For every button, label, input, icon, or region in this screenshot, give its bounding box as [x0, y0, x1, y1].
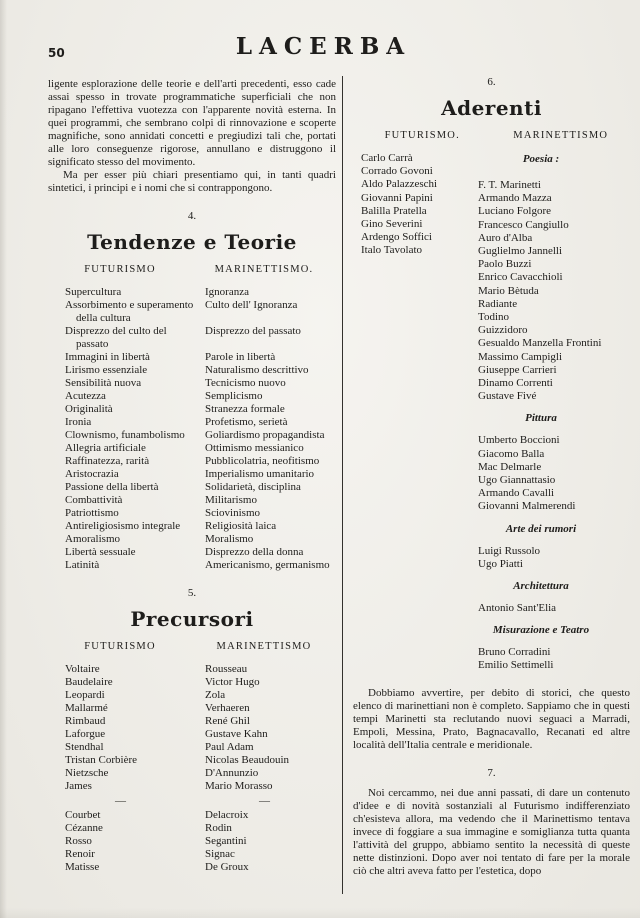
group-names: [478, 646, 630, 672]
adherent-name: Enrico Cavacchioli: [478, 271, 563, 284]
comparison-row: [48, 663, 336, 676]
comparison-row: [48, 520, 336, 533]
futurismo-cell: Cézanne: [65, 822, 103, 834]
comparison-row: [48, 754, 336, 767]
group-separator: [48, 793, 336, 809]
comparison-row: [48, 494, 336, 507]
marinettismo-cell: Tecnicismo nuovo: [205, 377, 286, 389]
note-paragraph: Dobbiamo avvertire, per debito di storici, che questo elenco di marinettiani non è completo. Sappiamo che in questi tempi Marinetti sta reclutando nuovi seguaci a Marradi, Empoli, Messina, Prato, Bagnacavallo, Recanati ed altre località dell'Italia centrale e meridionale.: [353, 686, 630, 751]
comparison-row: [48, 481, 336, 494]
section-aderenti: [353, 76, 630, 673]
adherent-name: Luciano Folgore: [478, 205, 552, 218]
comparison-row: [48, 728, 336, 741]
futurismo-cell: Matisse: [65, 861, 100, 873]
column-header-futurismo: FUTURISMO: [84, 641, 156, 652]
marinettismo-cell: Pubblicolatria, neofitismo: [205, 455, 320, 467]
marinettismo-cell: Mario Morasso: [205, 780, 273, 792]
futurismo-cell: Raffinatezza, rarità: [65, 455, 150, 467]
marinettismo-cell: Gustave Kahn: [205, 728, 268, 740]
adherent-name: Corrado Govoni: [361, 165, 433, 178]
column-header-futurismo: FUTURISMO: [84, 264, 156, 275]
section-number: 6.: [487, 76, 496, 88]
adherent-name: Massimo Campigli: [478, 350, 563, 363]
comparison-row: [48, 822, 336, 835]
marinettismo-cell: Solidarietà, disciplina: [205, 481, 301, 493]
section-precursori: [48, 587, 336, 874]
section-title: Aderenti: [441, 96, 542, 120]
adherent-name: Paolo Buzzi: [478, 258, 532, 271]
futurismo-cell: Voltaire: [65, 663, 100, 675]
comparison-row: [48, 364, 336, 377]
comparison-row: [48, 546, 336, 559]
futurismo-cell: Assorbimento e superamento della cultura: [65, 299, 194, 324]
adherent-name: Carlo Carrà: [361, 152, 413, 164]
group-names: [478, 179, 630, 403]
marinettismo-cell: Profetismo, serietà: [205, 416, 288, 428]
marinettismo-cell: Paul Adam: [205, 741, 254, 753]
futurismo-cell: Patriottismo: [65, 507, 119, 519]
marinettismo-cell: René Ghil: [205, 715, 250, 727]
column-divider-rule: [342, 76, 343, 894]
marinettismo-cell: Semplicismo: [205, 390, 263, 402]
marinettismo-cell: Disprezzo del passato: [205, 325, 301, 337]
comparison-row: [48, 286, 336, 299]
comparison-row: [48, 455, 336, 468]
futurismo-cell: Ironia: [65, 416, 92, 428]
marinettismo-cell: Ignoranza: [205, 286, 249, 298]
marinettismo-cell: Culto dell' Ignoranza: [205, 299, 298, 311]
intro-paragraph: ligente esplorazione delle teorie e dell'arti precedenti, esso cade assai spesso in trovate programmatiche superficiali che non ripagano l'effettiva vuotezza con l'apparente novità esterna. In quei programmi, che sembrano colpi di rinnovazione e scoperte magnifiche, sono annidati concetti e pregiudizi tali che, portati alle loro conseguenze rigorose, annullano e distruggono il significato stesso del movimento.: [48, 78, 336, 168]
comparison-row: [48, 848, 336, 861]
adherent-name: Ardengo Soffici: [361, 231, 432, 244]
futurismo-cell: Supercultura: [65, 286, 122, 298]
column-headers: [48, 640, 336, 653]
adherent-name: Giuseppe Carrieri: [478, 363, 557, 376]
adherent-name: Guizzidoro: [478, 324, 528, 337]
section-number: 5.: [187, 587, 197, 599]
futurismo-cell: Clownismo, funambolismo: [65, 429, 185, 441]
adherent-name: Bruno Corradini: [478, 646, 551, 659]
adherent-name: Aldo Palazzeschi: [361, 178, 438, 191]
futurismo-cell: Sensibilità nuova: [65, 377, 142, 389]
column-header-marinettismo: MARINETTISMO: [513, 130, 609, 141]
group-label: Architettura: [513, 580, 569, 593]
comparison-row: [48, 442, 336, 455]
adherent-name: Giacomo Balla: [478, 447, 545, 460]
comparison-row: [48, 416, 336, 429]
precursori-painters-list: [48, 809, 336, 874]
futurismo-cell: Baudelaire: [65, 676, 113, 688]
adherent-name: Gino Severini: [361, 218, 423, 231]
comparison-row: [48, 861, 336, 874]
futurismo-cell: Courbet: [65, 809, 101, 821]
futurismo-cell: Originalità: [65, 403, 113, 415]
comparison-row: [48, 468, 336, 481]
marinettismo-cell: Nicolas Beaudouin: [205, 754, 290, 766]
comparison-row: [48, 741, 336, 754]
column-header-marinettismo: MARINETTISMO.: [214, 264, 314, 275]
aderenti-futurismo-list: [353, 152, 478, 258]
aderenti-group-architettura: [478, 580, 630, 615]
intro-paragraph: Ma per esser più chiari presentiamo qui, in tanti quadri sintetici, i principi e i nomi che si contrappongono.: [48, 169, 336, 194]
comparison-row: [48, 377, 336, 390]
adherent-name: F. T. Marinetti: [478, 179, 541, 191]
marinettismo-cell: Rousseau: [205, 663, 248, 675]
futurismo-cell: Passione della libertà: [65, 481, 159, 493]
comparison-row: [48, 299, 336, 325]
futurismo-cell: Nietzsche: [65, 767, 109, 779]
aderenti-marinettismo-list: [478, 152, 630, 673]
adherent-name: Ugo Giannattasio: [478, 474, 556, 487]
adherent-name: Giovanni Papini: [361, 191, 433, 204]
comparison-row: [48, 390, 336, 403]
aderenti-group-misurazione-e-teatro: [478, 624, 630, 672]
futurismo-cell: Libertà sessuale: [65, 546, 136, 558]
right-column: [353, 76, 630, 878]
comparison-row: [48, 676, 336, 689]
section-title: Tendenze e Teorie: [87, 230, 297, 254]
group-label: Poesia :: [522, 153, 560, 165]
futurismo-cell: Lirismo essenziale: [65, 364, 148, 376]
adherent-name: Mac Delmarle: [478, 460, 542, 473]
futurismo-cell: Latinità: [65, 559, 100, 571]
adherent-name: Gustave Fivé: [478, 390, 537, 403]
adherent-name: Giovanni Malmerendi: [478, 500, 576, 513]
marinettismo-cell: D'Annunzio: [205, 767, 259, 779]
comparison-row: [48, 533, 336, 546]
comparison-row: [48, 780, 336, 793]
comparison-row: [48, 351, 336, 364]
futurismo-cell: Renoir: [65, 848, 95, 860]
comparison-row: [48, 702, 336, 715]
marinettismo-cell: Moralismo: [205, 533, 254, 545]
comparison-row: [48, 689, 336, 702]
marinettismo-cell: Ottimismo messianico: [205, 442, 304, 454]
group-names: [478, 602, 630, 615]
futurismo-cell: Leopardi: [65, 689, 105, 701]
futurismo-cell: James: [65, 780, 92, 792]
adherent-name: Francesco Cangiullo: [478, 218, 569, 231]
group-label: Arte dei rumori: [505, 522, 577, 535]
adherent-name: Balilla Pratella: [361, 204, 427, 217]
section-title: Precursori: [130, 607, 254, 631]
marinettismo-cell: Disprezzo della donna: [205, 546, 304, 558]
marinettismo-cell: Goliardismo propagandista: [205, 429, 325, 441]
tendenze-comparison-list: [48, 286, 336, 572]
closing-paragraph: Noi cercammo, nei due anni passati, di dare un contenuto d'idee e di novità sostanziali al Futurismo indifferenziato ch'esisteva allora, ma vedendo che il Marinettismo tentava invece di foggiare a sua immagine e somiglianza tutta quanta l'attività del gruppo, abbiamo sentito la necessità di queste nette distinzioni. Dopo aver noi tentato di fare per la morale ciò che altri aveva fatto per l'estetica, dopo: [353, 786, 630, 877]
marinettismo-cell: Parole in libertà: [205, 351, 276, 363]
futurismo-cell: Rosso: [65, 835, 92, 847]
column-header-marinettismo: MARINETTISMO: [216, 641, 312, 652]
marinettismo-cell: Militarismo: [205, 494, 257, 506]
adherent-name: Armando Cavalli: [478, 487, 555, 500]
adherent-name: Guglielmo Jannelli: [478, 245, 563, 258]
column-headers: [48, 263, 336, 276]
marinettismo-cell: Religiosità laica: [205, 520, 277, 532]
marinettismo-cell: Stranezza formale: [205, 403, 285, 415]
futurismo-cell: Rimbaud: [65, 715, 106, 727]
marinettismo-cell: Zola: [205, 689, 226, 701]
futurismo-cell: Tristan Corbière: [65, 754, 138, 766]
aderenti-group-arte-dei-rumori: [478, 523, 630, 571]
adherent-name: Mario Bètuda: [478, 284, 539, 297]
comparison-row: [48, 325, 336, 351]
separator-dash: —: [259, 795, 269, 807]
marinettismo-cell: Rodin: [205, 822, 232, 834]
comparison-row: [48, 835, 336, 848]
adherent-name: Italo Tavolato: [361, 244, 423, 257]
column-header-futurismo: FUTURISMO.: [384, 130, 460, 141]
marinettismo-cell: Verhaeren: [205, 702, 250, 714]
adherent-name: Antonio Sant'Elia: [478, 602, 557, 615]
adherent-name: Auro d'Alba: [478, 231, 533, 244]
section-number: 4.: [187, 210, 197, 222]
group-label: Pittura: [525, 412, 557, 425]
marinettismo-cell: Segantini: [205, 835, 247, 847]
marinettismo-cell: Victor Hugo: [205, 676, 260, 688]
comparison-row: [48, 715, 336, 728]
adherent-name: Ugo Piatti: [478, 557, 523, 570]
marinettismo-cell: Imperialismo umanitario: [205, 468, 315, 480]
marinettismo-cell: Americanismo, germanismo: [205, 559, 330, 571]
adherent-name: Armando Mazza: [478, 192, 552, 205]
futurismo-cell: Mallarmé: [65, 702, 108, 714]
futurismo-cell: Stendhal: [65, 741, 104, 753]
group-label: Misurazione e Teatro: [492, 624, 590, 637]
futurismo-cell: Aristocrazia: [65, 468, 119, 480]
adherent-name: Emilio Settimelli: [478, 659, 554, 672]
group-names: [478, 545, 630, 571]
marinettismo-cell: Naturalismo descrittivo: [205, 364, 309, 376]
futurismo-cell: Acutezza: [65, 390, 106, 402]
adherent-name: Umberto Boccioni: [478, 434, 560, 447]
comparison-row: [48, 767, 336, 780]
futurismo-cell: Allegria artificiale: [65, 442, 146, 454]
page-number: 50: [48, 46, 65, 60]
futurismo-cell: Antireligiosismo integrale: [65, 520, 181, 532]
aderenti-columns: [353, 152, 630, 673]
aderenti-group-poesia: [478, 153, 630, 403]
comparison-row: [48, 507, 336, 520]
marinettismo-cell: Sciovinismo: [205, 507, 261, 519]
precursori-writers-list: [48, 663, 336, 793]
section-tendenze-e-teorie: [48, 210, 336, 572]
adherent-name: Todino: [478, 311, 510, 324]
adherent-name: Dinamo Correnti: [478, 377, 553, 390]
futurismo-cell: Combattività: [65, 494, 123, 506]
separator-dash: —: [115, 795, 125, 807]
futurismo-cell: Amoralismo: [65, 533, 120, 545]
section-number: 7.: [487, 766, 496, 779]
futurismo-cell: Immagini in libertà: [65, 351, 150, 363]
marinettismo-cell: De Groux: [205, 861, 249, 873]
group-names: [478, 434, 630, 513]
adherent-name: Radiante: [478, 297, 518, 310]
comparison-row: [48, 429, 336, 442]
futurismo-cell: Disprezzo del culto del passato: [65, 325, 167, 350]
column-headers: [353, 129, 630, 142]
adherent-name: Gesualdo Manzella Frontini: [478, 337, 602, 350]
marinettismo-cell: Signac: [205, 848, 235, 860]
adherent-name: Luigi Russolo: [478, 544, 541, 557]
comparison-row: [48, 559, 336, 572]
masthead-title: LACERBA: [235, 33, 412, 60]
comparison-row: [48, 809, 336, 822]
comparison-row: [48, 403, 336, 416]
futurismo-cell: Laforgue: [65, 728, 106, 740]
marinettismo-cell: Delacroix: [205, 809, 249, 821]
aderenti-group-pittura: [478, 412, 630, 513]
left-column: [48, 78, 336, 874]
